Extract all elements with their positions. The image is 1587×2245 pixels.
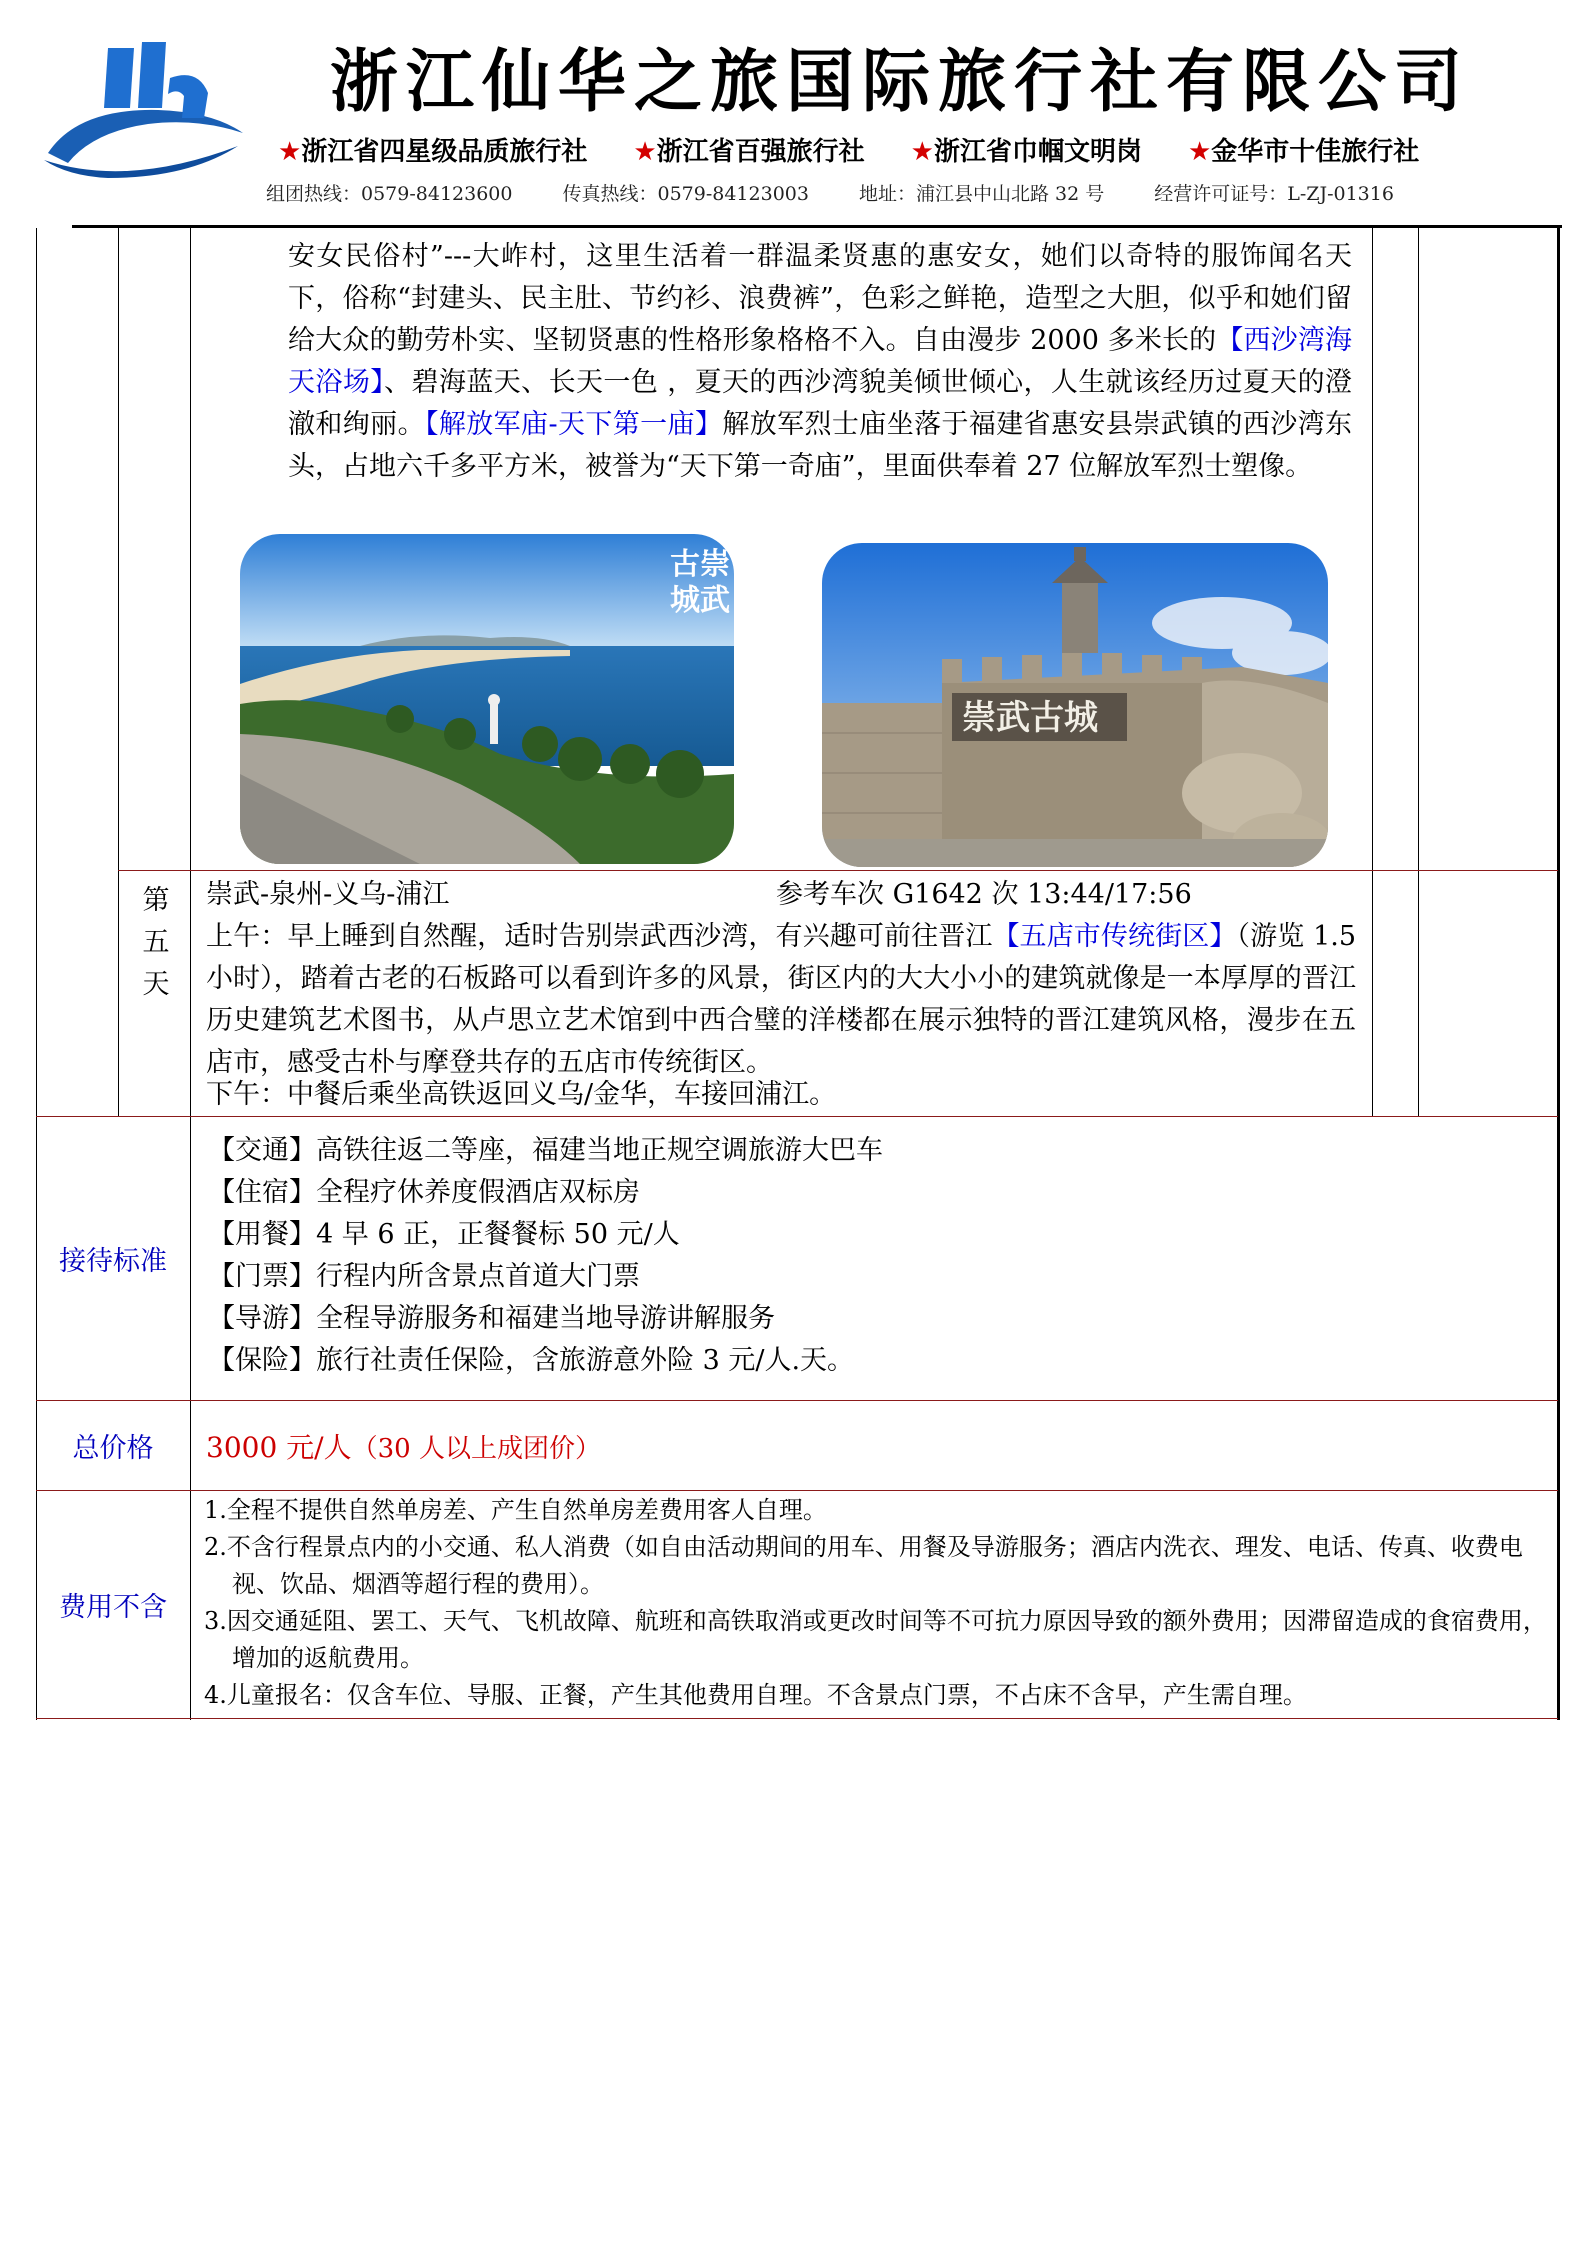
day5-route: 崇武-泉州-义乌-浦江 — [206, 879, 450, 910]
contact-line — [266, 180, 1526, 208]
standard-item: 【交通】高铁往返二等座，福建当地正规空调旅游大巴车 — [208, 1135, 883, 1166]
group-hotline: 组团热线：0579-84123600 — [266, 183, 513, 205]
standard-item: 【门票】行程内所含景点首道大门票 — [208, 1261, 640, 1292]
price-note: （30 人以上成团价） — [351, 1434, 601, 1464]
excluded-list — [204, 1492, 1554, 1714]
photo-chongwu-ancient-wall — [822, 543, 1328, 867]
excluded-item: 1.全程不提供自然单房差、产生自然单房差费用客人自理。 — [204, 1496, 827, 1524]
honor-item: ★浙江省四星级品质旅行社 — [278, 137, 588, 167]
day5-route-line — [206, 874, 1356, 916]
star-icon: ★ — [633, 137, 657, 167]
standard-item: 【导游】全程导游服务和福建当地导游讲解服务 — [208, 1303, 775, 1334]
excluded-label: 费用不含 — [59, 1591, 167, 1623]
day5-label: 第 五 天 — [142, 885, 170, 1000]
day5-morning: 上午：早上睡到自然醒，适时告别崇武西沙湾，有兴趣可前往晋江【五店市传统街区】（游览 1.5 小时），踏着古老的石板路可以看到许多的风景，街区内的大大小小的建筑就像是一本厚厚的晋江历史建筑艺术图书，从卢思立艺术馆到中西合璧的洋楼都在展示独特的晋江建筑风格，漫步在五店市，感受古朴与摩登共存的五店市传统街区。 — [206, 921, 1357, 1078]
header-divider — [72, 225, 1562, 228]
attraction-wudianshi: 【五店市传统街区】 — [992, 921, 1237, 952]
standard-item: 【用餐】4 早 6 正，正餐餐标 50 元/人 — [208, 1219, 680, 1250]
fax-line: 传真热线：0579-84123003 — [562, 183, 809, 205]
excluded-item: 3.因交通延阻、罢工、天气、飞机故障、航班和高铁取消或更改时间等不可抗力原因导致的额外费用；因滞留造成的食宿费用，增加的返航费用。 — [204, 1607, 1547, 1672]
svg-text:崇武古城: 崇武古城 — [962, 698, 1098, 738]
excluded-item: 4.儿童报名：仅含车位、导服、正餐，产生其他费用自理。不含景点门票，不占床不含早，产生需自理。 — [204, 1681, 1307, 1709]
license-number: 经营许可证号：L-ZJ-01316 — [1154, 183, 1394, 205]
svg-text:仙华之旅: 仙华之旅 — [106, 134, 202, 162]
standards-label: 接待标准 — [59, 1245, 167, 1277]
star-icon: ★ — [278, 137, 302, 167]
day5-train: 参考车次 G1642 次 13:44/17:56 — [776, 879, 1192, 910]
address: 地址：浦江县中山北路 32 号 — [858, 183, 1105, 205]
honor-item: ★浙江省巾帼文明岗 — [910, 137, 1142, 167]
svg-text:古崇: 古崇 — [670, 547, 730, 582]
attraction-xishawan: 【西沙湾海天浴场】 — [288, 325, 1352, 398]
company-logo — [38, 38, 253, 178]
honors-bar — [278, 134, 1528, 170]
honor-item: ★金华市十佳旅行社 — [1187, 137, 1420, 167]
honor-item: ★浙江省百强旅行社 — [633, 137, 865, 167]
total-price — [206, 1428, 601, 1469]
standard-item: 【住宿】全程疗休养度假酒店双标房 — [208, 1177, 640, 1208]
standards-list — [208, 1130, 883, 1382]
company-name: 浙江仙华之旅国际旅行社有限公司 — [329, 43, 1470, 122]
photo-chongwu-coast — [240, 534, 734, 864]
day4-description: 安女民俗村”---大岞村，这里生活着一群温柔贤惠的惠安女，她们以奇特的服饰闻名天下，俗称“封建头、民主肚、节约衫、浪费裤”，色彩之鲜艳，造型之大胆，似乎和她们留给大众的勤劳朴实、坚韧贤惠的性格形象格格不入。自由漫步 2000 多米长的【西沙湾海天浴场】、碧海蓝天、长天一色 ，夏天的西沙湾貌美倾世倾心，人生就该经历过夏天的澄澈和绚丽。【解放军庙-天下第一庙】解放军烈士庙坐落于福建省惠安县崇武镇的西沙湾东头，占地六千多平方米，被誉为“天下第一奇庙”，里面供奉着 27 位解放军烈士塑像。 — [288, 241, 1353, 482]
excluded-item: 2.不含行程景点内的小交通、私人消费（如自由活动期间的用车、用餐及导游服务；酒店内洗衣、理发、电话、传真、收费电视、饮品、烟酒等超行程的费用）。 — [204, 1533, 1523, 1598]
attraction-pla-temple: 【解放军庙-天下第一庙】 — [424, 409, 723, 440]
price-label: 总价格 — [72, 1432, 154, 1464]
star-icon: ★ — [910, 137, 934, 167]
day5-afternoon: 下午：中餐后乘坐高铁返回义乌/金华，车接回浦江。 — [206, 1079, 837, 1110]
standard-item: 【保险】旅行社责任保险，含旅游意外险 3 元/人.天。 — [208, 1345, 855, 1376]
price-value: 3000 元/人 — [206, 1431, 352, 1464]
svg-text:城武: 城武 — [670, 583, 730, 618]
star-icon: ★ — [1187, 137, 1212, 167]
